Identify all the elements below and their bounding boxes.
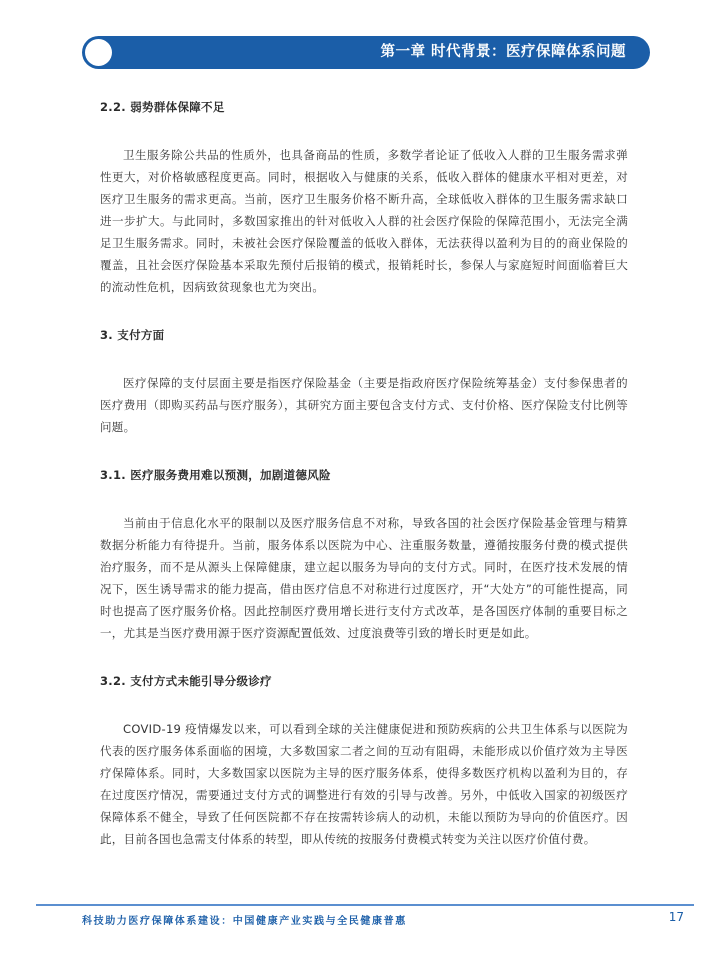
chapter-title: 第一章 时代背景：医疗保障体系问题: [380, 44, 626, 60]
footer-divider: [36, 904, 694, 906]
banner-circle-decoration: [85, 39, 112, 66]
section-heading: 3. 支付方面: [100, 328, 165, 342]
section-paragraph: 卫生服务除公共品的性质外，也具备商品的性质，多数学者论证了低收入人群的卫生服务需求弹性更大，对价格敏感程度更高。同时，根据收入与健康的关系，低收入群体的健康水平相对更差，对医疗卫生服务的需求更高。当前，医疗卫生服务价格不断升高，全球低收入群体的卫生服务需求缺口进一步扩大。与此同时，多数国家推出的针对低收入人群的社会医疗保险的保障范围小，无法完全满足卫生服务需求。同时，未被社会医疗保险覆盖的低收入群体，无法获得以盈利为目的的商业保险的覆盖，且社会医疗保险基本采取先预付后报销的模式，报销耗时长，参保人与家庭短时间面临着巨大的流动性危机，因病致贫现象也尤为突出。: [100, 148, 628, 294]
page-number: 17: [668, 910, 684, 924]
section-heading: 3.1. 医疗服务费用难以预测，加剧道德风险: [100, 468, 331, 482]
section-heading: 3.2. 支付方式未能引导分级诊疗: [100, 674, 272, 688]
section-heading: 2.2. 弱势群体保障不足: [100, 100, 225, 114]
section-paragraph: 当前由于信息化水平的限制以及医疗服务信息不对称，导致各国的社会医疗保险基金管理与精算数据分析能力有待提升。当前，服务体系以医院为中心、注重服务数量，遵循按服务付费的模式提供治疗服务，而不是从源头上保障健康，建立起以服务为导向的支付方式。同时，在医疗技术发展的情况下，医生诱导需求的能力提高，借由医疗信息不对称进行过度医疗，开“大处方”的可能性提高，同时也提高了医疗服务价格。因此控制医疗费用增长进行支付方式改革，是各国医疗体制的重要目标之一，尤其是当医疗费用源于医疗资源配置低效、过度浪费等引致的增长时更是如此。: [100, 516, 628, 640]
page-body: [100, 96, 628, 850]
chapter-banner: [82, 36, 650, 69]
section-paragraph: COVID-19 疫情爆发以来，可以看到全球的关注健康促进和预防疾病的公共卫生体系与以医院为代表的医疗服务体系面临的困境，大多数国家二者之间的互动有阻碍，未能形成以价值疗效为主导医疗保障体系。同时，大多数国家以医院为主导的医疗服务体系，使得多数医疗机构以盈利为目的，存在过度医疗情况，需要通过支付方式的调整进行有效的引导与改善。另外，中低收入国家的初级医疗保障体系不健全，导致了任何医院都不存在按需转诊病人的动机，未能以预防为导向的价值医疗。因此，目前各国也急需支付体系的转型，即从传统的按服务付费模式转变为关注以医疗价值付费。: [100, 722, 628, 846]
footer-book-title: 科技助力医疗保障体系建设：中国健康产业实践与全民健康普惠: [82, 916, 407, 927]
section-paragraph: 医疗保障的支付层面主要是指医疗保险基金（主要是指政府医疗保险统筹基金）支付参保患者的医疗费用（即购买药品与医疗服务），其研究方面主要包含支付方式、支付价格、医疗保险支付比例等问题。: [100, 376, 628, 434]
